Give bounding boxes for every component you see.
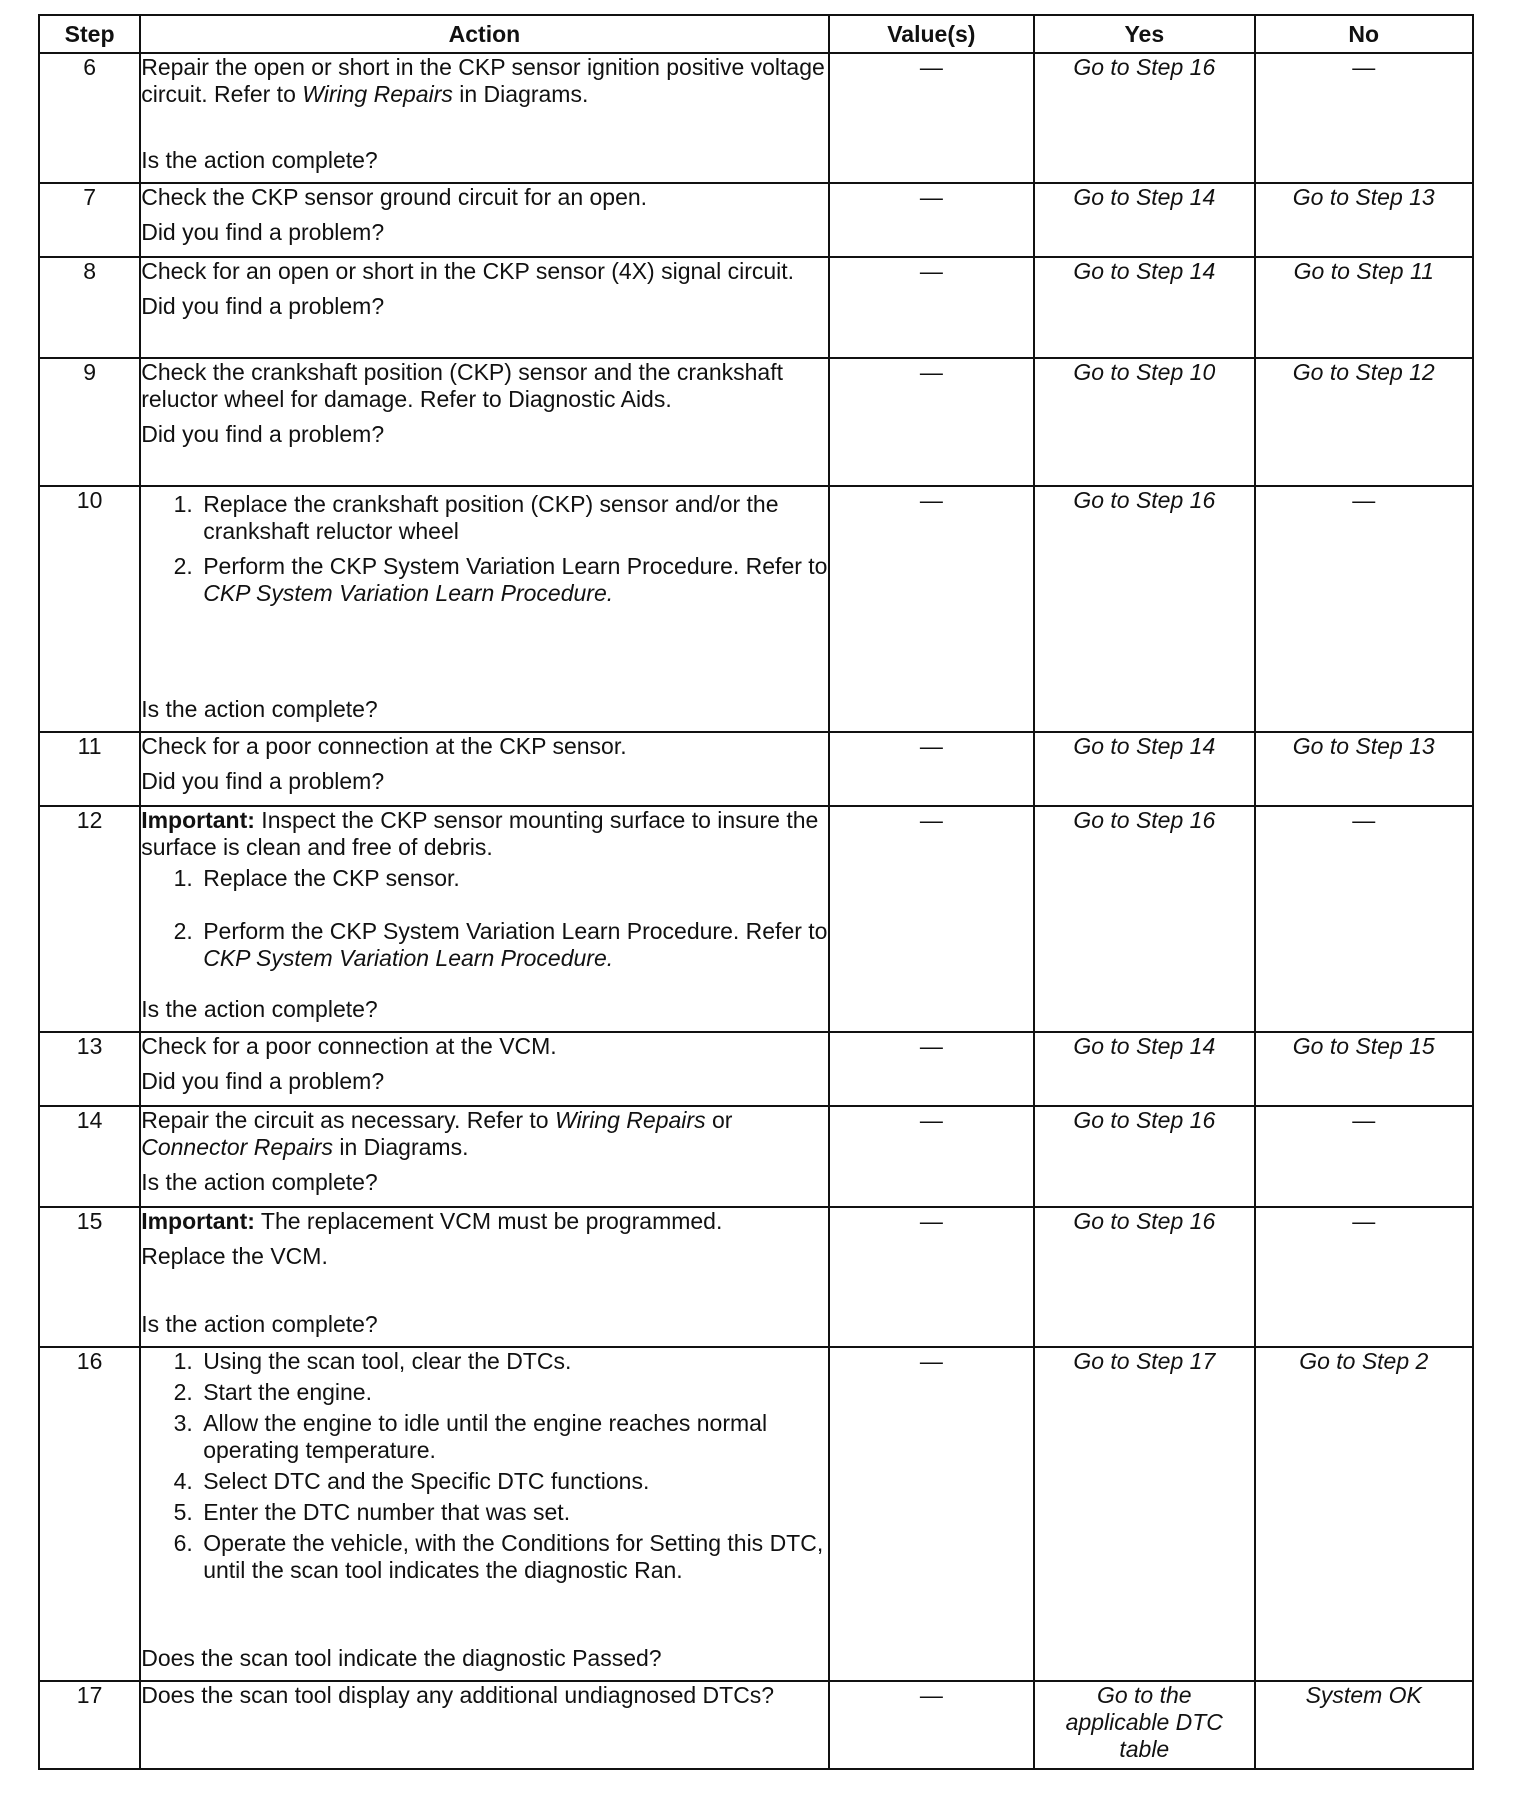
list-item: 1. Replace the CKP sensor. xyxy=(199,865,827,892)
table-row xyxy=(39,1347,1473,1681)
no-cell: Go to Step 11 xyxy=(1255,257,1473,358)
action-cell xyxy=(140,732,828,806)
value-dash: — xyxy=(919,1107,943,1133)
value-cell xyxy=(829,1681,1034,1769)
important-label: Important: xyxy=(141,1208,255,1234)
step-number: 16 xyxy=(39,1347,140,1681)
action-text: Check for a poor connection at the VCM. xyxy=(141,1033,557,1059)
value-dash: — xyxy=(919,258,943,284)
table-row xyxy=(39,486,1473,732)
action-cell xyxy=(140,257,828,358)
list-item: 3. Allow the engine to idle until the engine reaches normal operating temperature. xyxy=(199,1410,827,1464)
action-question: Is the action complete? xyxy=(141,1169,378,1195)
value-cell xyxy=(829,1032,1034,1106)
value-cell xyxy=(829,806,1034,1032)
action-text: Does the scan tool display any additional undiagnosed DTCs? xyxy=(141,1682,775,1708)
value-dash: — xyxy=(919,487,943,513)
table-row xyxy=(39,1681,1473,1769)
no-dash: — xyxy=(1352,1107,1376,1133)
list-item-text: Perform the CKP System Variation Learn Procedure. Refer to xyxy=(203,553,828,579)
action-cell xyxy=(140,1207,828,1347)
no-cell xyxy=(1255,486,1473,732)
yes-cell: Go to the applicable DTC table xyxy=(1034,1681,1254,1769)
table-row xyxy=(39,806,1473,1032)
value-cell xyxy=(829,358,1034,486)
list-item-text: Perform the CKP System Variation Learn Procedure. Refer to xyxy=(203,918,828,944)
no-cell: System OK xyxy=(1255,1681,1473,1769)
step-number: 9 xyxy=(39,358,140,486)
step-number: 7 xyxy=(39,183,140,257)
action-question: Is the action complete? xyxy=(141,147,378,173)
value-cell xyxy=(829,486,1034,732)
header-values: Value(s) xyxy=(829,15,1034,53)
step-number: 14 xyxy=(39,1106,140,1207)
action-text: Replace the VCM. xyxy=(141,1243,328,1269)
header-action: Action xyxy=(140,15,828,53)
header-row xyxy=(39,15,1473,53)
table-row xyxy=(39,358,1473,486)
reference-wiring-repairs: Wiring Repairs xyxy=(554,1107,706,1133)
value-dash: — xyxy=(919,1033,943,1059)
action-cell xyxy=(140,53,828,183)
action-cell xyxy=(140,486,828,732)
value-cell xyxy=(829,1207,1034,1347)
action-text: Check for an open or short in the CKP sensor (4X) signal circuit. xyxy=(141,258,795,284)
step-number: 6 xyxy=(39,53,140,183)
yes-cell: Go to Step 16 xyxy=(1034,486,1254,732)
important-label: Important: xyxy=(141,807,255,833)
action-text: Repair the open or short in the CKP sensor ignition positive voltage circuit. Refer to xyxy=(141,54,825,107)
action-text: Check for a poor connection at the CKP sensor. xyxy=(141,733,627,759)
list-item xyxy=(199,553,827,607)
no-cell: Go to Step 2 xyxy=(1255,1347,1473,1681)
table-row xyxy=(39,732,1473,806)
yes-cell: Go to Step 14 xyxy=(1034,1032,1254,1106)
step-number: 13 xyxy=(39,1032,140,1106)
list-item: 6. Operate the vehicle, with the Conditions for Setting this DTC, until the scan tool indicates the diagnostic Ran. xyxy=(199,1530,827,1584)
step-number: 10 xyxy=(39,486,140,732)
yes-cell: Go to Step 16 xyxy=(1034,53,1254,183)
action-question: Is the action complete? xyxy=(141,1311,378,1337)
action-question: Did you find a problem? xyxy=(141,293,385,319)
value-dash: — xyxy=(919,184,943,210)
yes-cell: Go to Step 16 xyxy=(1034,1207,1254,1347)
value-dash: — xyxy=(919,733,943,759)
value-cell xyxy=(829,1106,1034,1207)
action-cell xyxy=(140,806,828,1032)
action-cell xyxy=(140,358,828,486)
table-row xyxy=(39,183,1473,257)
action-text: in Diagrams. xyxy=(452,81,589,107)
action-question: Did you find a problem? xyxy=(141,421,385,447)
no-cell xyxy=(1255,53,1473,183)
reference-ckp-learn: CKP System Variation Learn Procedure. xyxy=(203,945,614,971)
yes-cell: Go to Step 16 xyxy=(1034,1106,1254,1207)
action-text: Check the CKP sensor ground circuit for an open. xyxy=(141,184,648,210)
yes-cell: Go to Step 14 xyxy=(1034,732,1254,806)
list-item xyxy=(199,918,827,972)
no-cell xyxy=(1255,806,1473,1032)
table-row xyxy=(39,1207,1473,1347)
reference-connector-repairs: Connector Repairs xyxy=(141,1134,333,1160)
value-cell xyxy=(829,53,1034,183)
no-cell: Go to Step 13 xyxy=(1255,732,1473,806)
value-cell xyxy=(829,183,1034,257)
value-dash: — xyxy=(919,807,943,833)
reference-wiring-repairs: Wiring Repairs xyxy=(302,81,453,107)
action-cell xyxy=(140,1347,828,1681)
action-question: Does the scan tool indicate the diagnostic Passed? xyxy=(141,1645,662,1671)
value-dash: — xyxy=(919,1208,943,1234)
step-number: 15 xyxy=(39,1207,140,1347)
header-step: Step xyxy=(39,15,140,53)
reference-ckp-learn: CKP System Variation Learn Procedure. xyxy=(203,580,614,606)
action-question: Did you find a problem? xyxy=(141,768,385,794)
list-item: 2. Start the engine. xyxy=(199,1379,827,1406)
action-text: Repair the circuit as necessary. Refer to xyxy=(141,1107,555,1133)
value-cell xyxy=(829,257,1034,358)
action-cell xyxy=(140,1681,828,1769)
no-cell xyxy=(1255,1207,1473,1347)
value-dash: — xyxy=(919,1682,943,1708)
list-item: 5. Enter the DTC number that was set. xyxy=(199,1499,827,1526)
action-cell xyxy=(140,1032,828,1106)
yes-cell: Go to Step 10 xyxy=(1034,358,1254,486)
step-number: 17 xyxy=(39,1681,140,1769)
action-question: Did you find a problem? xyxy=(141,219,385,245)
table-row xyxy=(39,257,1473,358)
step-number: 12 xyxy=(39,806,140,1032)
value-dash: — xyxy=(919,1348,943,1374)
value-dash: — xyxy=(919,54,943,80)
no-dash: — xyxy=(1352,54,1376,80)
no-cell: Go to Step 12 xyxy=(1255,358,1473,486)
table-row xyxy=(39,53,1473,183)
action-text: Check the crankshaft position (CKP) sensor and the crankshaft reluctor wheel for damage. Refer to Diagnostic Aids. xyxy=(141,359,783,412)
list-item: 1. Using the scan tool, clear the DTCs. xyxy=(199,1348,827,1375)
important-text: The replacement VCM must be programmed. xyxy=(254,1208,723,1234)
yes-cell: Go to Step 17 xyxy=(1034,1347,1254,1681)
value-cell xyxy=(829,732,1034,806)
action-question: Is the action complete? xyxy=(141,996,378,1022)
important-text: Inspect the CKP sensor mounting surface to insure the surface is clean and free of debris. xyxy=(141,807,819,860)
no-cell xyxy=(1255,1106,1473,1207)
diagnostic-table xyxy=(38,14,1474,1770)
list-item: 4. Select DTC and the Specific DTC functions. xyxy=(199,1468,827,1495)
action-question: Did you find a problem? xyxy=(141,1068,385,1094)
no-dash: — xyxy=(1352,1208,1376,1234)
value-dash: — xyxy=(919,359,943,385)
yes-cell: Go to Step 14 xyxy=(1034,257,1254,358)
no-dash: — xyxy=(1352,807,1376,833)
no-dash: — xyxy=(1352,487,1376,513)
step-number: 8 xyxy=(39,257,140,358)
list-item: 1. Replace the crankshaft position (CKP) sensor and/or the crankshaft reluctor wheel xyxy=(199,491,827,545)
action-cell xyxy=(140,1106,828,1207)
action-question: Is the action complete? xyxy=(141,696,378,722)
table-row xyxy=(39,1106,1473,1207)
header-yes: Yes xyxy=(1034,15,1254,53)
value-cell xyxy=(829,1347,1034,1681)
action-cell xyxy=(140,183,828,257)
action-text: or xyxy=(705,1107,733,1133)
header-no: No xyxy=(1255,15,1473,53)
yes-cell: Go to Step 14 xyxy=(1034,183,1254,257)
no-cell: Go to Step 13 xyxy=(1255,183,1473,257)
action-text: in Diagrams. xyxy=(332,1134,469,1160)
step-number: 11 xyxy=(39,732,140,806)
no-cell: Go to Step 15 xyxy=(1255,1032,1473,1106)
yes-cell: Go to Step 16 xyxy=(1034,806,1254,1032)
table-row xyxy=(39,1032,1473,1106)
